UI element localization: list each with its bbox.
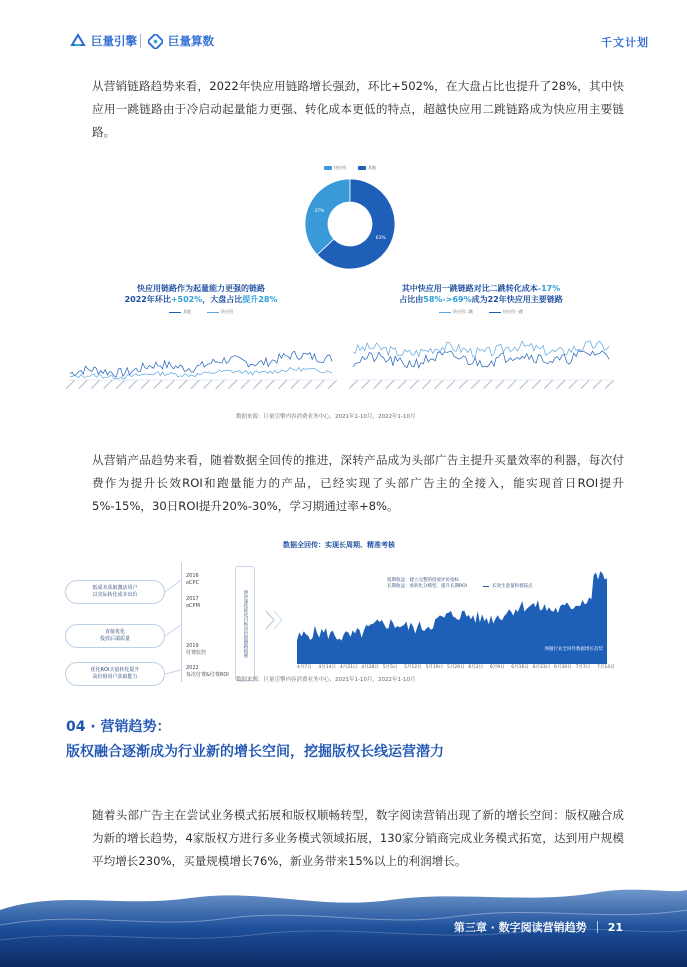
x-tick-label	[66, 380, 75, 389]
pie-slice-label: 63%	[375, 235, 386, 241]
x-tick-label	[178, 380, 187, 389]
pie-legend	[300, 165, 400, 171]
x-tick-label: 5月19日	[425, 665, 444, 670]
chart-legend-right	[345, 309, 617, 315]
paragraph-product-trend: 从营销产品趋势来看，随着数据全回传的推进，深转产品成为头部广告主提升买量效率的利器，每次付费作为提升长效ROI和跑量能力的产品，已经实现了头部广告主的全接入，能实现首日ROI提升5%-15%，30日ROI提升20%-30%，学习期通过率+8%。	[92, 453, 624, 513]
x-tick-label	[593, 380, 602, 389]
x-tick-label	[278, 380, 287, 389]
x-tick-label	[385, 380, 394, 389]
pie-slice	[305, 179, 350, 255]
page-header	[0, 0, 687, 60]
x-tick-label	[253, 380, 262, 389]
pie-chart	[300, 165, 400, 273]
x-tick-label	[434, 380, 443, 389]
engine-logo-icon	[70, 33, 86, 49]
x-tick-label	[116, 380, 125, 389]
line-chart-right	[345, 283, 617, 398]
area-annotation: 短期收益：建立完整的投放评价指标 长期收益：看转化分模型，提升长期ROI	[387, 578, 467, 589]
x-tick-label	[153, 380, 162, 389]
chart-series-line	[353, 351, 609, 368]
x-tick-label: 6月23日	[532, 665, 551, 670]
suanshu-logo-text: 巨量算数	[168, 34, 214, 48]
engine-logo-text: 巨量引擎	[91, 34, 137, 48]
x-tick-label	[203, 380, 212, 389]
x-tick-label	[446, 380, 455, 389]
footer-chapter: 第三章 · 数字阅读营销趋势	[453, 921, 587, 934]
line-chart-right-svg	[345, 317, 617, 402]
diagram-pill: 直接优化 投放后端质量	[65, 624, 165, 648]
timeline-item: 2016 oCPC	[186, 573, 200, 586]
x-tick-label: 4月14日	[318, 665, 337, 670]
chevron-right-icon	[273, 610, 283, 630]
chart-title-right: 其中快应用一跳链路对比二跳转化成本-17% 占比由58%->69%成为22年快应用主要链路	[399, 284, 563, 304]
x-tick-label	[471, 380, 480, 389]
x-tick-label: 6月30日	[554, 665, 572, 670]
pie-svg	[300, 174, 400, 274]
area-corner-label: 网服行业全回传数据增长趋势	[544, 647, 603, 652]
page-number: 21	[607, 920, 623, 934]
x-tick-label: 4月21日	[339, 665, 358, 670]
pie-legend-item: 其他	[358, 165, 376, 171]
x-tick-label	[605, 380, 614, 389]
x-tick-label	[495, 380, 504, 389]
x-tick-label	[141, 380, 150, 389]
chart-series-line	[70, 367, 332, 378]
x-tick-label: 6月2日	[468, 665, 484, 670]
section-subtitle: 版权融合逐渐成为行业新的增长空间，挖掘版权长线运营潜力	[66, 744, 444, 760]
x-tick-label	[91, 380, 100, 389]
x-tick-label	[303, 380, 312, 389]
paragraph-copyright-trend: 随着头部广告主在尝试业务模式拓展和版权顺畅转型，数字阅读营销出现了新的增长空间：版权融合成为新的增长趋势，4家版权方进行多业务模式领域拓展，130家分销商完成业务模式拓宽，达到用户规模平均增长230%，买量规模增长76%，新业务带来15%以上的利润增长。	[92, 808, 624, 868]
data-source-note: 数据来源：巨量引擎内容消费业务中心，2021年1-10月，2022年1-10月	[236, 677, 416, 683]
pie-legend-item: 快应用	[324, 165, 346, 171]
line-chart-left	[62, 283, 340, 398]
legend-item: 快应用二跳	[439, 309, 473, 315]
diagram-vertical-label: 逐步深化转化目标向价值链路拓展	[235, 566, 255, 681]
suanshu-logo-icon	[148, 34, 163, 49]
x-tick-label	[580, 380, 589, 389]
chart-legend-left	[62, 309, 340, 315]
x-tick-label	[128, 380, 137, 389]
x-tick-label	[532, 380, 541, 389]
x-tick-label	[483, 380, 492, 389]
x-tick-label: 7月7日	[575, 665, 591, 670]
legend-item: 其他	[169, 309, 191, 315]
pie-slice-label: 37%	[314, 209, 325, 215]
x-tick-label	[361, 380, 370, 389]
timeline-line	[181, 562, 182, 682]
x-tick-label	[568, 380, 577, 389]
diagram-title: 数据全回传：实现长周期、精准考核	[283, 541, 395, 549]
x-tick-label	[265, 380, 274, 389]
legend-item: 快应用一跳	[489, 309, 523, 315]
x-tick-label	[191, 380, 200, 389]
x-tick-label	[507, 380, 516, 389]
x-tick-label	[519, 380, 528, 389]
brand-mark: 千文计划	[601, 36, 649, 49]
area-annotation-arrow: 长效生意量和着陆点	[483, 583, 533, 589]
legend-item: 快应用	[207, 309, 233, 315]
area-x-axis	[287, 664, 617, 672]
x-tick-label	[544, 380, 553, 389]
x-tick-label	[556, 380, 565, 389]
logo-divider	[140, 34, 141, 48]
x-tick-label	[103, 380, 112, 389]
x-tick-label: 7月14日	[597, 665, 615, 670]
diagram-pill: 优化ROI买量转化提升 高价值用户获取能力	[65, 662, 165, 686]
page-footer	[454, 919, 623, 935]
pill-connectors	[165, 570, 185, 690]
area-chart	[287, 554, 617, 674]
x-tick-label: 6月9日	[489, 665, 505, 670]
chart-title-left: 快应用链路作为起量能力更强的链路 2022年环比+502%，大盘占比提升28%	[124, 284, 278, 304]
x-tick-label	[373, 380, 382, 389]
engine-logo	[70, 33, 137, 49]
line-chart-left-svg	[62, 317, 340, 402]
x-tick-label: 6月16日	[511, 665, 529, 670]
x-tick-label	[328, 380, 337, 389]
timeline-item: 2022 每次付费&付费ROI	[186, 665, 229, 678]
x-tick-label: 4月28日	[361, 665, 379, 670]
x-tick-label	[228, 380, 237, 389]
timeline-item: 2017 oCPM	[186, 596, 200, 609]
x-tick-label: 5月26日	[447, 665, 465, 670]
x-tick-label: 4月7日	[297, 665, 312, 670]
data-source-note: 数据来源：巨量引擎内容消费业务中心，2021年1-10月，2022年1-10月	[236, 414, 416, 420]
x-tick-label	[215, 380, 224, 389]
suanshu-logo	[148, 33, 214, 49]
x-tick-label: 5月12日	[404, 665, 422, 670]
x-tick-label	[315, 380, 324, 389]
chart-series-line	[70, 351, 332, 377]
x-tick-label	[458, 380, 467, 389]
x-tick-label	[410, 380, 419, 389]
x-tick-label	[422, 380, 431, 389]
footer-separator	[597, 921, 598, 933]
x-tick-label: 5月5日	[382, 665, 398, 670]
x-tick-label	[349, 380, 358, 389]
x-tick-label	[166, 380, 175, 389]
x-tick-label	[240, 380, 249, 389]
x-tick-label	[398, 380, 407, 389]
timeline-item: 2019 付费监控	[186, 643, 207, 656]
diagram-pill: 低成本获取激活用户 以实际转化成本出价	[65, 580, 165, 604]
chart-series-line	[353, 341, 609, 357]
section-number: 04 · 营销趋势：	[66, 719, 171, 735]
paragraph-link-trend: 从营销链路趋势来看，2022年快应用链路增长强劲，环比+502%，在大盘占比也提升了28%，其中快应用一跳链路由于冷启动起量能力更强、转化成本更低的特点，超越快应用二跳链路成为快应用主要链路。	[92, 79, 624, 139]
x-tick-label	[78, 380, 87, 389]
x-tick-label	[290, 380, 299, 389]
